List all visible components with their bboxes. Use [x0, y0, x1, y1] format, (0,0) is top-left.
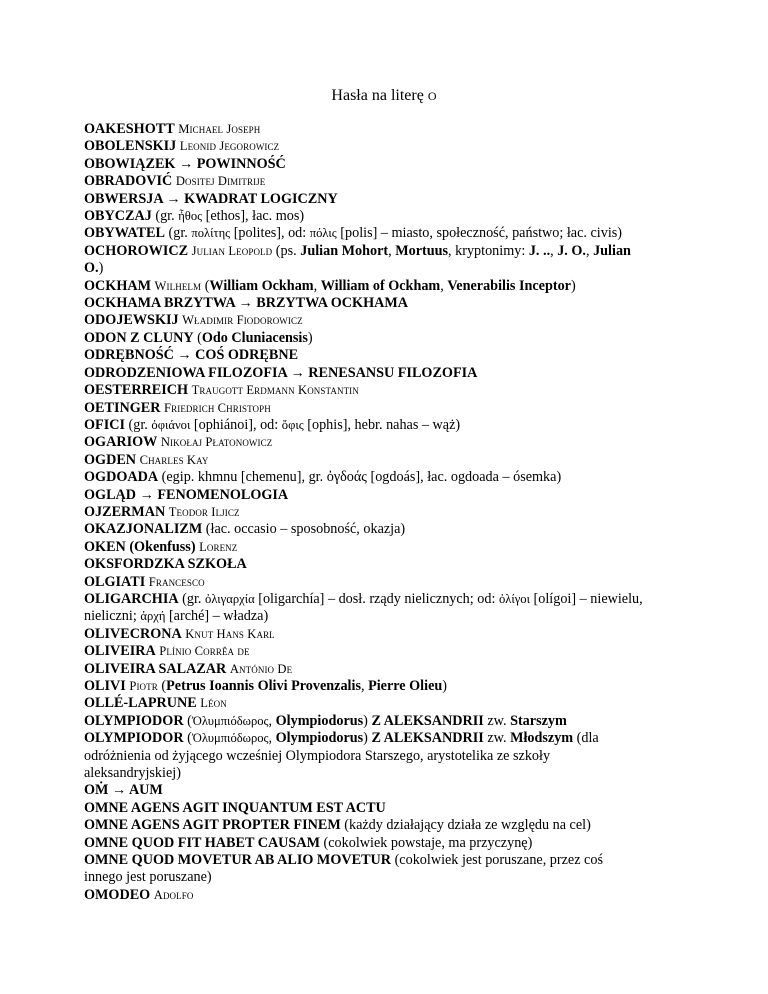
entry-text: (każdy działający działa ze względu na cel): [340, 817, 591, 834]
entry-term: OLLÉ-LAPRUNE: [84, 695, 197, 712]
entry-term: OLIVECRONA: [84, 625, 182, 642]
page-title-letter: O: [427, 89, 437, 103]
entry-term: Pierre Olieu: [368, 678, 443, 694]
entry-text: ): [98, 260, 104, 277]
dictionary-entry: [84, 695, 644, 712]
dictionary-entry: [84, 626, 644, 643]
entry-term: OKEN (Okenfuss): [84, 538, 196, 555]
entry-text: (cokolwiek powstaje, ma przyczynę): [319, 834, 533, 851]
page-title: [0, 86, 768, 106]
entry-text: (cokolwiek jest poruszane, przez coś innego jest poruszane): [84, 852, 603, 886]
entry-term: OGARIOW: [84, 434, 158, 451]
entry-term: OCKHAMA BRZYTWA: [84, 295, 235, 312]
entry-text: (gr.: [151, 208, 179, 225]
entry-text: (dla odróżnienia od żyjącego wcześniej Olympiodora Starszego, arystotelika ze szkoły aleksandryjskiej): [84, 730, 599, 782]
dictionary-entry: [84, 782, 644, 799]
entry-text: (: [193, 329, 202, 346]
entry-text: [ophiánoi], od:: [190, 416, 282, 433]
dictionary-entry: [84, 713, 644, 730]
entry-term: →: [287, 364, 309, 381]
dictionary-entry: [84, 574, 644, 591]
entry-name: Michael Joseph: [178, 122, 261, 136]
dictionary-entry: [84, 835, 644, 852]
entry-term: OMNE AGENS AGIT INQUANTUM EST ACTU: [84, 799, 386, 816]
dictionary-entry: [84, 556, 644, 573]
entry-text: [ethos], łac. mos): [202, 208, 305, 225]
entry-name: Piotr: [129, 679, 158, 693]
entry-term: OṀ: [84, 782, 109, 799]
entry-term: OLYMPIODOR: [84, 712, 184, 729]
entry-term: OMODEO: [84, 886, 151, 903]
entry-text: (gr.: [178, 590, 206, 607]
entry-term: Młodszym: [510, 730, 574, 747]
entry-text: zw.: [483, 712, 511, 729]
entry-term: OAKESHOTT: [84, 121, 175, 137]
entry-text: ,: [585, 242, 594, 259]
dictionary-entry: [84, 400, 644, 417]
dictionary-entry: [84, 643, 644, 660]
entry-greek: ὀλιγαρχία: [205, 591, 255, 606]
entry-greek: πόλις: [309, 226, 337, 241]
dictionary-entry: [84, 173, 644, 190]
entry-term: OBWERSJA: [84, 190, 163, 207]
entry-text: [arché] – władza): [165, 608, 269, 625]
entry-term: ODRĘBNOŚĆ: [84, 347, 174, 364]
dictionary-entry: [84, 817, 644, 834]
entry-name: Charles Kay: [139, 452, 209, 467]
entry-term: RENESANSU FILOZOFIA: [308, 364, 478, 381]
entry-term: →: [173, 347, 196, 364]
dictionary-entry: [84, 504, 644, 521]
dictionary-entry: [84, 191, 644, 208]
entry-term: J. ..: [528, 242, 551, 259]
entry-name: Knut Hans Karl: [185, 626, 275, 641]
entry-name: Adolfo: [153, 887, 194, 902]
dictionary-entry: [84, 469, 644, 486]
dictionary-entry: [84, 887, 644, 904]
entry-term: Z ALEKSANDRII: [371, 730, 484, 747]
entry-term: OMNE AGENS AGIT PROPTER FINEM: [84, 817, 341, 834]
entry-name: Władimir Fiodorowicz: [182, 313, 303, 328]
dictionary-entry: [84, 138, 644, 155]
entry-term: OBYWATEL: [84, 225, 165, 242]
entry-term: Mortuus: [395, 242, 449, 259]
dictionary-entry: [84, 225, 644, 242]
entry-name: Julian Leopold: [191, 243, 273, 258]
entry-term: OGDOADA: [84, 469, 159, 486]
entry-text: ): [363, 712, 372, 729]
entry-term: Julian Mohort: [300, 242, 389, 259]
entry-name: Francesco: [148, 574, 205, 589]
entry-text: ): [307, 329, 313, 346]
entry-text: (: [183, 712, 192, 729]
entry-greek: ἀρχή: [140, 609, 166, 624]
entry-greek: ὀλίγοι: [498, 591, 530, 606]
entry-greek: Ὀλυμπιόδωρος: [191, 731, 269, 746]
entry-term: William of Ockham: [320, 277, 441, 294]
entry-term: OGDEN: [84, 451, 137, 468]
entry-text: [polites], od:: [230, 225, 310, 242]
entry-greek: ὄφις: [281, 417, 304, 432]
dictionary-entry: [84, 347, 644, 364]
entry-text: [ophis], hebr. nahas – wąż): [303, 416, 461, 433]
entry-text: (: [183, 730, 192, 747]
entry-term: OCHOROWICZ: [84, 242, 189, 259]
entry-term: →: [108, 782, 129, 799]
dictionary-entry: [84, 121, 644, 138]
dictionary-entry: [84, 208, 644, 225]
entry-term: OGLĄD: [84, 486, 137, 503]
entry-name: António De: [229, 661, 293, 676]
entry-term: OBRADOVIĆ: [84, 173, 173, 190]
entry-text: (łac. occasio – sposobność, okazja): [202, 521, 406, 538]
entry-text: ,: [360, 678, 369, 694]
entry-text: ,: [550, 242, 558, 259]
entry-name: Leonid Jegorowicz: [179, 139, 280, 154]
entry-term: Venerabilis Inceptor: [447, 277, 571, 294]
entry-text: ): [570, 277, 576, 294]
entry-text: ,: [313, 277, 321, 294]
entry-name: Dositej Dimitrije: [175, 174, 266, 189]
entry-term: OFICI: [84, 416, 125, 433]
dictionary-entry: [84, 156, 644, 173]
entry-term: ODOJEWSKIJ: [84, 312, 179, 329]
entry-text: (gr.: [125, 416, 152, 433]
dictionary-entry: [84, 417, 644, 434]
entry-list: [84, 121, 644, 904]
entry-term: OLIVI: [84, 678, 126, 694]
dictionary-entry: [84, 295, 644, 312]
entry-text: [oligarchía] – dosł. rządy nielicznych; od:: [254, 590, 499, 607]
entry-term: OLGIATI: [84, 573, 146, 590]
entry-text: ,: [268, 730, 276, 747]
dictionary-entry: [84, 852, 644, 887]
entry-greek: ἦθος: [178, 209, 203, 224]
entry-term: →: [175, 155, 197, 172]
entry-term: J. O.: [557, 242, 586, 259]
entry-term: OCKHAM: [84, 277, 151, 294]
entry-term: OLIGARCHIA: [84, 590, 179, 607]
entry-term: OLIVEIRA: [84, 643, 156, 660]
entry-term: Olympiodorus: [275, 712, 364, 729]
entry-term: Petrus Ioannis Olivi Provenzalis: [166, 678, 361, 694]
dictionary-entry: [84, 365, 644, 382]
entry-text: zw.: [483, 730, 511, 747]
entry-term: OLIVEIRA SALAZAR: [84, 660, 227, 677]
entry-term: POWINNOŚĆ: [196, 155, 286, 172]
entry-term: OMNE QUOD MOVETUR AB ALIO MOVETUR: [84, 852, 392, 869]
dictionary-entry: [84, 382, 644, 399]
dictionary-entry: [84, 800, 644, 817]
entry-term: OESTERREICH: [84, 382, 189, 399]
page-title-text: Hasła na literę: [331, 87, 424, 104]
entry-term: Odo Cluniacensis: [201, 329, 308, 346]
entry-term: OBOLENSKIJ: [84, 138, 177, 155]
entry-term: Julian O.: [84, 242, 631, 277]
entry-name: Nikołaj Płatonowicz: [160, 435, 273, 450]
entry-text: [olígoi] – niewielu, nieliczni;: [84, 590, 643, 625]
dictionary-entry: [84, 243, 644, 278]
entry-greek: πολίτης: [191, 226, 231, 241]
entry-term: Starszym: [510, 712, 567, 729]
entry-text: (ps.: [272, 242, 301, 259]
entry-text: [polis] – miasto, społeczność, państwo; łac. civis): [336, 225, 623, 242]
entry-text: ): [442, 678, 447, 694]
entry-text: , kryptonimy:: [448, 242, 529, 259]
entry-term: OJZERMAN: [84, 503, 166, 520]
dictionary-entry: [84, 661, 644, 678]
entry-name: Teodor Iljicz: [168, 504, 240, 519]
entry-text: ὀγδοάς: [326, 469, 367, 486]
entry-text: ,: [440, 277, 448, 294]
entry-name: Plínio Corrêa de: [159, 644, 250, 659]
dictionary-entry: [84, 591, 644, 626]
entry-term: OMNE QUOD FIT HABET CAUSAM: [84, 834, 320, 851]
entry-term: BRZYTWA OCKHAMA: [256, 295, 408, 312]
entry-name: Lorenz: [199, 539, 238, 554]
entry-term: ODRODZENIOWA FILOZOFIA: [84, 364, 287, 381]
entry-greek: Ὀλυμπιόδωρος: [191, 713, 269, 728]
dictionary-entry: [84, 278, 644, 295]
entry-term: →: [136, 486, 158, 503]
dictionary-entry: [84, 521, 644, 538]
entry-term: OBYCZAJ: [84, 208, 152, 225]
dictionary-entry: [84, 434, 644, 451]
entry-term: OKSFORDZKA SZKOŁA: [84, 556, 247, 573]
entry-term: OBOWIĄZEK: [84, 155, 176, 172]
dictionary-entry: [84, 452, 644, 469]
entry-text: (gr.: [164, 225, 192, 242]
entry-term: ODON Z CLUNY: [84, 329, 194, 346]
entry-text: (egip. khmnu [chemenu], gr.: [158, 469, 327, 486]
entry-name: Friedrich Christoph: [164, 400, 271, 415]
entry-term: OETINGER: [84, 399, 161, 416]
entry-term: Olympiodorus: [275, 730, 364, 747]
entry-greek: ὀφιάνοι: [151, 417, 191, 432]
entry-text: (: [157, 678, 167, 694]
dictionary-entry: [84, 539, 644, 556]
entry-text: ,: [268, 712, 276, 729]
dictionary-entry: [84, 730, 644, 782]
entry-text: ): [363, 730, 372, 747]
entry-term: FENOMENOLOGIA: [157, 486, 289, 503]
dictionary-entry: [84, 487, 644, 504]
entry-name: Léon: [200, 696, 227, 711]
entry-term: →: [234, 295, 257, 312]
entry-name: Traugott Erdmann Konstantin: [191, 383, 359, 398]
entry-term: →: [162, 190, 185, 207]
entry-text: ,: [388, 242, 396, 259]
entry-term: Z ALEKSANDRII: [371, 712, 484, 729]
entry-term: OLYMPIODOR: [84, 730, 184, 747]
entry-text: (: [201, 277, 210, 294]
entry-term: KWADRAT LOGICZNY: [184, 190, 338, 207]
entry-name: Wilhelm: [154, 278, 202, 293]
entry-text: [ogdoás], łac. ogdoada – ósemka): [366, 469, 562, 486]
entry-term: OKAZJONALIZM: [84, 521, 203, 538]
dictionary-entry: [84, 678, 644, 695]
dictionary-entry: [84, 312, 644, 329]
entry-term: William Ockham: [209, 277, 314, 294]
entry-term: COŚ ODRĘBNE: [195, 347, 299, 364]
dictionary-entry: [84, 330, 644, 347]
entry-term: AUM: [128, 782, 163, 799]
